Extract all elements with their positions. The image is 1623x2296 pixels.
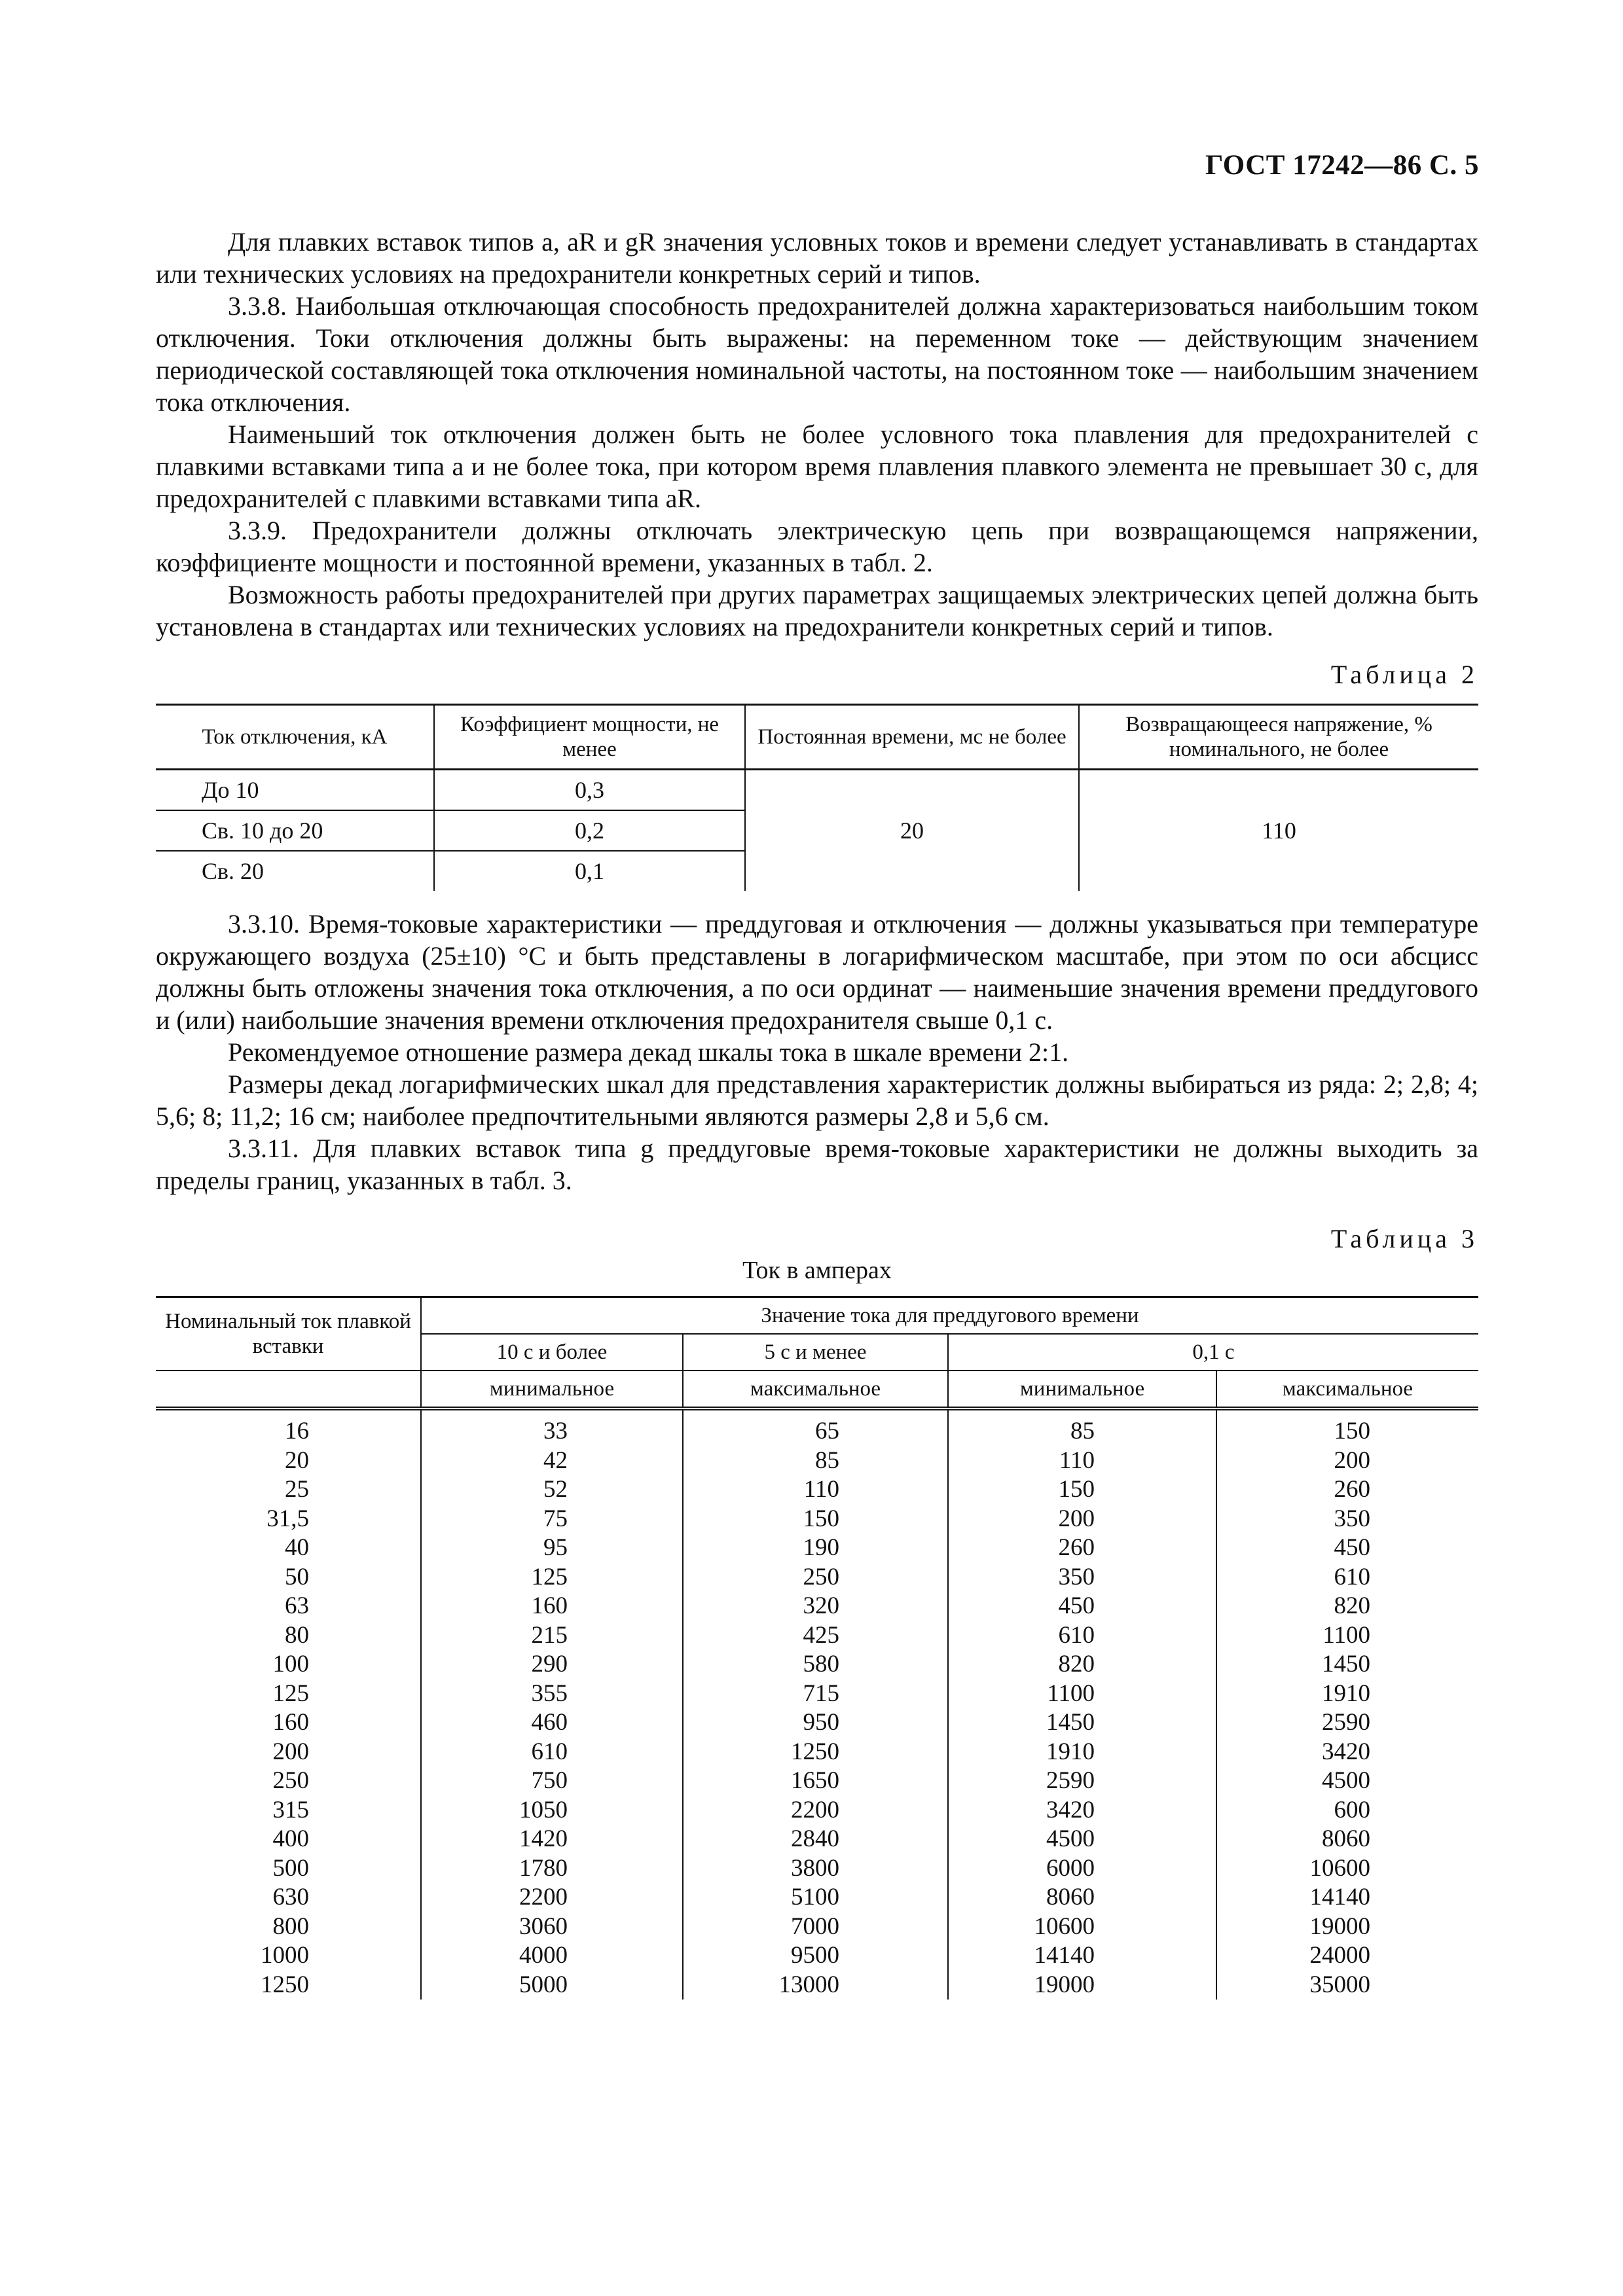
table-cell: 16 (285, 1418, 309, 1444)
table-row (156, 1941, 1478, 1971)
table-cell: 2200 (683, 1796, 948, 1825)
table-cell: 610 (948, 1621, 1216, 1651)
table-cell: 350 (1216, 1505, 1478, 1534)
body-text (156, 226, 1478, 2000)
table-row (156, 1621, 1478, 1651)
paragraph: Наименьший ток отключения должен быть не более условного тока плавления для предохранителей с плавкими вставками типа a и не более тока, при котором время плавления плавкого элемента не превышает 30 с, для предохранителей с плавкими вставками типа aR. (156, 420, 1478, 513)
table-cell: 150 (1216, 1408, 1478, 1446)
table-cell: 355 (421, 1679, 683, 1709)
table3-header-max: максимальное (1216, 1371, 1478, 1408)
table-cell: 290 (421, 1650, 683, 1679)
table-cell: 1250 (261, 1971, 309, 1998)
table-cell: 5000 (421, 1971, 683, 2000)
table-cell: 450 (948, 1592, 1216, 1621)
table3-header-10s: 10 с и более (421, 1334, 683, 1371)
table-row (156, 1592, 1478, 1621)
table-row (156, 1796, 1478, 1825)
table-cell: 19000 (948, 1971, 1216, 2000)
table-row (156, 1883, 1478, 1912)
table-cell: 125 (421, 1563, 683, 1592)
table-cell: 75 (421, 1505, 683, 1534)
table-cell: 800 (272, 1912, 309, 1940)
table-cell: 750 (421, 1767, 683, 1796)
table2-header: Коэффициент мощности, не менее (434, 705, 745, 770)
table-cell: 24000 (1216, 1941, 1478, 1971)
table-cell: 8060 (948, 1883, 1216, 1912)
paragraph: Рекомендуемое отношение размера декад шкалы тока в шкале времени 2:1. (228, 1037, 1069, 1067)
table-cell: 160 (272, 1709, 309, 1736)
table3 (156, 1296, 1478, 2000)
table-row (156, 1534, 1478, 1563)
paragraph: Для плавких вставок типов a, aR и gR значения условных токов и времени следует устанавливать в стандартах или технических условиях на предохранители конкретных серий и типов. (156, 227, 1478, 289)
table-row (156, 1971, 1478, 2000)
table-row (156, 1563, 1478, 1592)
table-cell: 7000 (683, 1912, 948, 1942)
table-cell: 3420 (1216, 1738, 1478, 1767)
table-cell: 63 (285, 1592, 309, 1619)
table-cell: 9500 (683, 1941, 948, 1971)
table-cell: 1000 (261, 1942, 309, 1969)
table-cell: 460 (421, 1708, 683, 1738)
table-cell: 25 (285, 1476, 309, 1503)
table-cell: 4500 (948, 1825, 1216, 1854)
table-cell: 31,5 (266, 1505, 309, 1532)
table-cell: До 10 (156, 770, 434, 811)
paragraph: 3.3.8. Наибольшая отключающая способность предохранителей должна характеризоваться наибольшим током отключения. Токи отключения должны быть выражены: на переменном токе — действующим значением периодической составляющей тока отключения номинальной частоты, на постоянном токе — наибольшим значением тока отключения. (156, 291, 1478, 417)
table-cell: 50 (285, 1563, 309, 1590)
table-row (156, 1679, 1478, 1709)
table-cell: 1100 (1216, 1621, 1478, 1651)
table-cell: 580 (683, 1650, 948, 1679)
table-cell: 400 (272, 1825, 309, 1852)
table-cell: 95 (421, 1534, 683, 1563)
table3-header-01s: 0,1 с (948, 1334, 1478, 1371)
table-cell: 450 (1216, 1534, 1478, 1563)
table-cell: 85 (948, 1408, 1216, 1446)
table-cell: 0,1 (434, 851, 745, 891)
table-row (156, 770, 1478, 811)
table-cell: 1780 (421, 1854, 683, 1884)
table3-caption: Таблица 3 (1330, 1224, 1478, 1253)
page-header: ГОСТ 17242—86 С. 5 (1205, 150, 1479, 181)
table-cell: 260 (1216, 1475, 1478, 1505)
table-row (156, 1912, 1478, 1942)
table-cell: 190 (683, 1534, 948, 1563)
table3-header-5s: 5 с и менее (683, 1334, 948, 1371)
table-cell: 2200 (421, 1883, 683, 1912)
table-cell: 610 (421, 1738, 683, 1767)
table2-caption: Таблица 2 (1330, 660, 1478, 689)
table2-header: Ток отключения, кА (156, 705, 434, 770)
table-cell: 425 (683, 1621, 948, 1651)
table-cell: 350 (948, 1563, 1216, 1592)
table-cell: 950 (683, 1708, 948, 1738)
table-cell: 600 (1216, 1796, 1478, 1825)
table-cell: 6000 (948, 1854, 1216, 1884)
table-row (156, 1708, 1478, 1738)
table-cell: 1100 (948, 1679, 1216, 1709)
table-cell: 1420 (421, 1825, 683, 1854)
table-row (156, 1505, 1478, 1534)
table-cell: 20 (285, 1446, 309, 1474)
table-cell: 250 (683, 1563, 948, 1592)
table-row (156, 1767, 1478, 1796)
table-row (156, 1854, 1478, 1884)
table-cell: 1910 (1216, 1679, 1478, 1709)
table-cell: 200 (1216, 1446, 1478, 1476)
table-cell: 215 (421, 1621, 683, 1651)
table-cell: 8060 (1216, 1825, 1478, 1854)
table-row (156, 1825, 1478, 1854)
table-cell: 1050 (421, 1796, 683, 1825)
table-cell: 110 (1079, 770, 1478, 891)
table-cell: 80 (285, 1621, 309, 1649)
table-cell: 10600 (948, 1912, 1216, 1942)
table-row (156, 1408, 1478, 1446)
table-cell: 630 (272, 1884, 309, 1910)
table3-header-empty (156, 1371, 421, 1408)
table-row (156, 1475, 1478, 1505)
table-cell: Св. 20 (202, 858, 264, 884)
table3-body (156, 1408, 1478, 2000)
table-cell: 200 (948, 1505, 1216, 1534)
table-cell: 65 (683, 1408, 948, 1446)
table-cell: 715 (683, 1679, 948, 1709)
table2-header: Постоянная времени, мс не более (745, 705, 1079, 770)
table-row (156, 1446, 1478, 1476)
table-cell: 200 (272, 1738, 309, 1765)
table3-header-max: максимальное (683, 1371, 948, 1408)
table-cell: 610 (1216, 1563, 1478, 1592)
table-cell: 250 (272, 1767, 309, 1794)
table-cell: 14140 (1216, 1883, 1478, 1912)
table-cell: 150 (948, 1475, 1216, 1505)
table-cell: 500 (272, 1854, 309, 1882)
table3-header-min: минимальное (948, 1371, 1216, 1408)
table-cell: 0,2 (434, 810, 745, 851)
paragraph: 3.3.10. Время-токовые характеристики — преддуговая и отключения — должны указываться при температуре окружающего воздуха (25±10) °С и быть представлены в логарифмическом масштабе, при этом по оси абсцисс должны быть отложены значения тока отключения, а по оси ординат — наименьшие значения времени преддугового и (или) наибольшие значения времени отключения предохранителя свыше 0,1 с. (156, 909, 1478, 1035)
table2-header: Возвращающееся напряжение, % номинального, не более (1079, 705, 1478, 770)
table-cell: 315 (272, 1796, 309, 1823)
table3-header-group: Значение тока для преддугового времени (421, 1297, 1478, 1335)
table-cell: 42 (421, 1446, 683, 1476)
table-cell: 0,3 (434, 770, 745, 811)
table-cell: 20 (745, 770, 1079, 891)
table-cell: 260 (948, 1534, 1216, 1563)
table-cell: 150 (683, 1505, 948, 1534)
table-cell: 4500 (1216, 1767, 1478, 1796)
table-cell: 2840 (683, 1825, 948, 1854)
table-row (156, 1650, 1478, 1679)
table-cell: 820 (948, 1650, 1216, 1679)
table-cell: 40 (285, 1534, 309, 1561)
table2 (156, 704, 1478, 891)
paragraph: Размеры декад логарифмических шкал для представления характеристик должны выбираться из ряда: 2; 2,8; 4; 5,6; 8; 11,2; 16 см; наиболее предпочтительными являются размеры 2,8 и 5,6 см. (156, 1069, 1478, 1131)
table-cell: 110 (683, 1475, 948, 1505)
table-cell: 3060 (421, 1912, 683, 1942)
table-cell: 14140 (948, 1941, 1216, 1971)
table3-header-rated: Номинальный ток плавкой вставки (156, 1297, 421, 1371)
table-cell: 35000 (1216, 1971, 1478, 2000)
table-cell: Св. 10 до 20 (156, 810, 434, 851)
table-cell: 110 (948, 1446, 1216, 1476)
table-cell: 4000 (421, 1941, 683, 1971)
table-cell: 3800 (683, 1854, 948, 1884)
paragraph: 3.3.9. Предохранители должны отключать электрическую цепь при возвращающемся напряжении, коэффициенте мощности и постоянной времени, указанных в табл. 2. (156, 516, 1478, 577)
table-cell: 100 (272, 1651, 309, 1677)
table3-units: Ток в амперах (742, 1257, 892, 1284)
table-cell: 160 (421, 1592, 683, 1621)
table-cell: 2590 (1216, 1708, 1478, 1738)
table-cell: 320 (683, 1592, 948, 1621)
table-cell: 1910 (948, 1738, 1216, 1767)
paragraph: Возможность работы предохранителей при других параметрах защищаемых электрических цепей должна быть установлена в стандартах или технических условиях на предохранители конкретных серий и типов. (156, 580, 1478, 641)
table-cell: 125 (272, 1679, 309, 1707)
table-cell: 1650 (683, 1767, 948, 1796)
table-cell: 1450 (948, 1708, 1216, 1738)
table3-header-min: минимальное (421, 1371, 683, 1408)
table-cell: 1450 (1216, 1650, 1478, 1679)
paragraph: 3.3.11. Для плавких вставок типа g преддуговые время-токовые характеристики не должны выходить за пределы границ, указанных в табл. 3. (156, 1134, 1478, 1195)
table-cell: 52 (421, 1475, 683, 1505)
table-cell: 10600 (1216, 1854, 1478, 1884)
table-cell: 1250 (683, 1738, 948, 1767)
table-cell: 820 (1216, 1592, 1478, 1621)
table-cell: 19000 (1216, 1912, 1478, 1942)
table-cell: 13000 (683, 1971, 948, 2000)
table-cell: 2590 (948, 1767, 1216, 1796)
table-cell: 33 (421, 1408, 683, 1446)
table-cell: 85 (683, 1446, 948, 1476)
table-cell: 5100 (683, 1883, 948, 1912)
table-cell: 3420 (948, 1796, 1216, 1825)
table-row (156, 1738, 1478, 1767)
